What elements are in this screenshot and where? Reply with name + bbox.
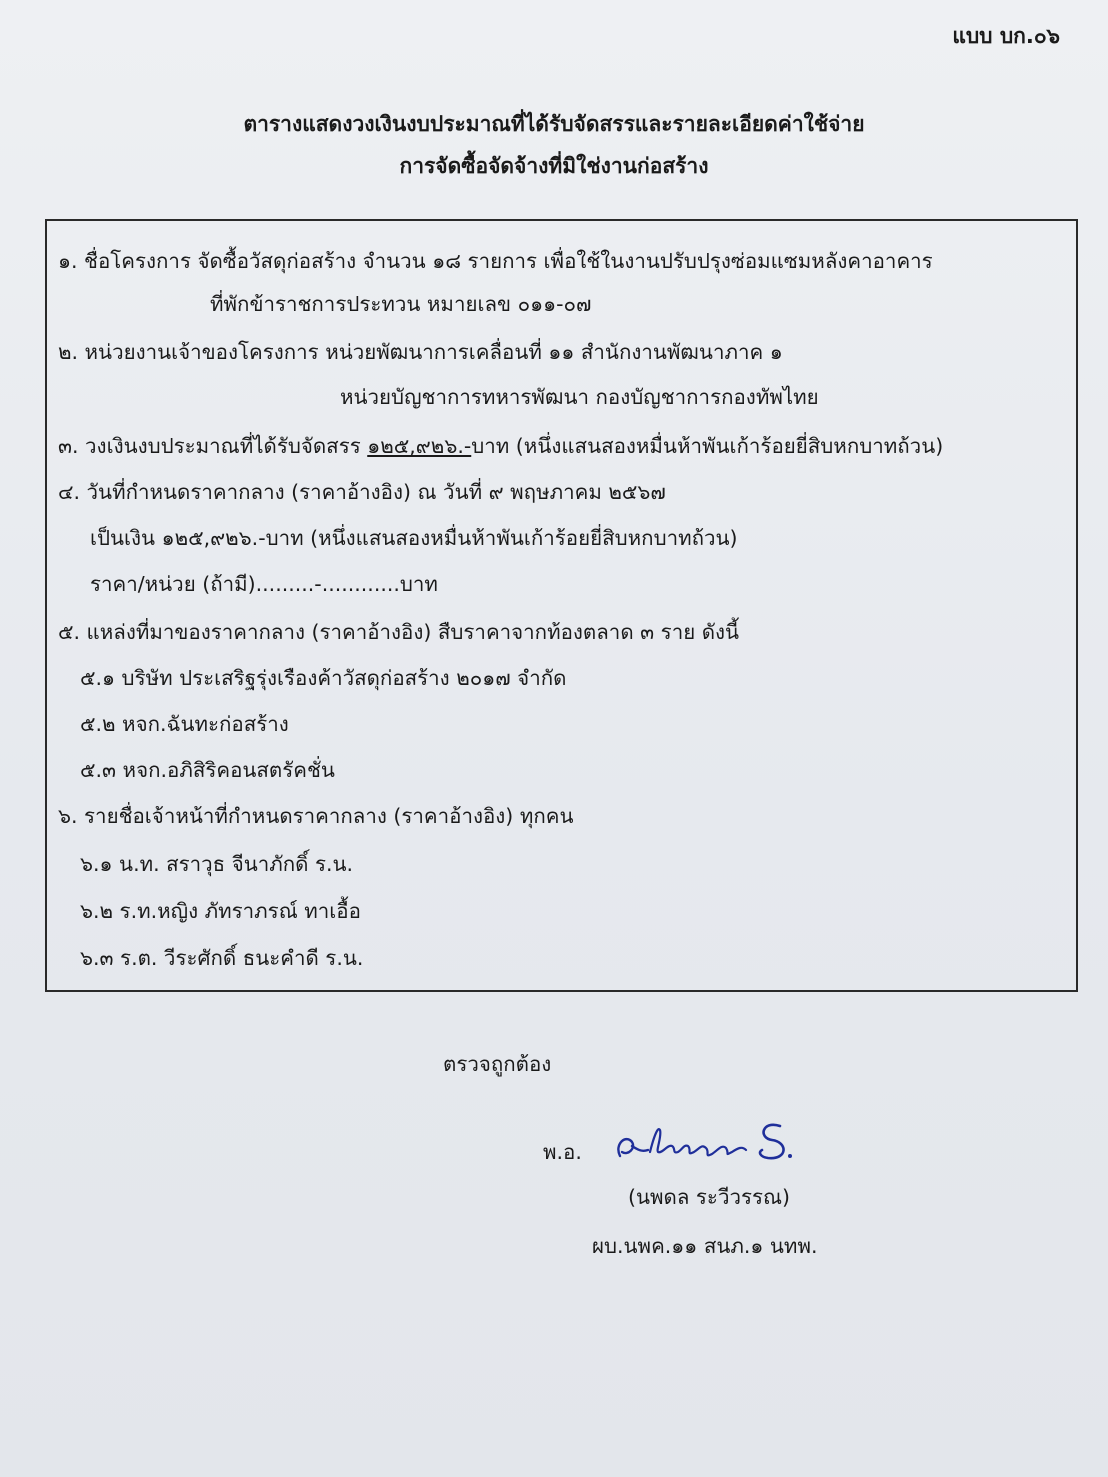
item-6-officers: ๖. รายชื่อเจ้าหน้าที่กำหนดราคากลาง (ราคาอ้างอิง) ทุกคน xyxy=(58,804,574,828)
item-4-amount: เป็นเงิน ๑๒๕,๙๒๖.-บาท (หนึ่งแสนสองหมื่นห้าพันเก้าร้อยยี่สิบหกบาทถ้วน) xyxy=(90,526,738,550)
signer-rank: พ.อ. xyxy=(543,1140,582,1164)
item-3-label: ๓. วงเงินงบประมาณที่ได้รับจัดสรร xyxy=(58,434,368,458)
item-1-project-name-cont: ที่พักข้าราชการประทวน หมายเลข ๐๑๑-๐๗ xyxy=(210,292,592,316)
item-4-reference-date: ๔. วันที่กำหนดราคากลาง (ราคาอ้างอิง) ณ วันที่ ๙ พฤษภาคม ๒๕๖๗ xyxy=(58,480,666,504)
verified-label: ตรวจถูกต้อง xyxy=(443,1052,552,1076)
item-5-source-3: ๕.๓ หจก.อภิสิริคอนสตรัคชั่น xyxy=(80,758,335,782)
item-2-owner-unit: ๒. หน่วยงานเจ้าของโครงการ หน่วยพัฒนาการเคลื่อนที่ ๑๑ สำนักงานพัฒนาภาค ๑ xyxy=(58,340,783,364)
item-3-amount: ๑๒๕,๙๒๖.- xyxy=(367,434,472,458)
item-2-owner-unit-cont: หน่วยบัญชาการทหารพัฒนา กองบัญชาการกองทัพไทย xyxy=(340,385,819,409)
item-3-budget xyxy=(58,432,943,460)
item-6-officer-1: ๖.๑ น.ท. สราวุธ จีนาภักดิ์ ร.น. xyxy=(80,852,354,876)
item-1-project-name: ๑. ชื่อโครงการ จัดซื้อวัสดุก่อสร้าง จำนวน ๑๘ รายการ เพื่อใช้ในงานปรับปรุงซ่อมแซมหลังคาอาคาร xyxy=(58,249,933,273)
form-code: แบบ บก.๐๖ xyxy=(952,24,1060,48)
item-5-price-sources: ๕. แหล่งที่มาของราคากลาง (ราคาอ้างอิง) สืบราคาจากท้องตลาด ๓ ราย ดังนี้ xyxy=(58,620,740,644)
item-6-officer-2: ๖.๒ ร.ท.หญิง ภัทราภรณ์ ทาเอื้อ xyxy=(80,899,361,923)
document-title-line-2: การจัดซื้อจัดจ้างที่มิใช่งานก่อสร้าง xyxy=(399,154,709,178)
signer-name: (นพดล ระวีวรรณ) xyxy=(628,1185,790,1209)
item-5-source-1: ๕.๑ บริษัท ประเสริฐรุ่งเรืองค้าวัสดุก่อสร้าง ๒๐๑๗ จำกัด xyxy=(80,666,567,690)
item-5-source-2: ๕.๒ หจก.ฉันทะก่อสร้าง xyxy=(80,712,289,736)
document-title-line-1: ตารางแสดงวงเงินงบประมาณที่ได้รับจัดสรรและรายละเอียดค่าใช้จ่าย xyxy=(243,112,865,136)
signer-position: ผบ.นพค.๑๑ สนภ.๑ นทพ. xyxy=(592,1234,818,1258)
item-3-amount-text: บาท (หนึ่งแสนสองหมื่นห้าพันเก้าร้อยยี่สิบหกบาทถ้วน) xyxy=(471,434,944,458)
handwritten-signature xyxy=(612,1116,812,1164)
item-4-unit-price: ราคา/หน่วย (ถ้ามี).........-............บาท xyxy=(90,572,438,596)
item-6-officer-3: ๖.๓ ร.ต. วีระศักดิ์ ธนะคำดี ร.น. xyxy=(80,946,364,970)
